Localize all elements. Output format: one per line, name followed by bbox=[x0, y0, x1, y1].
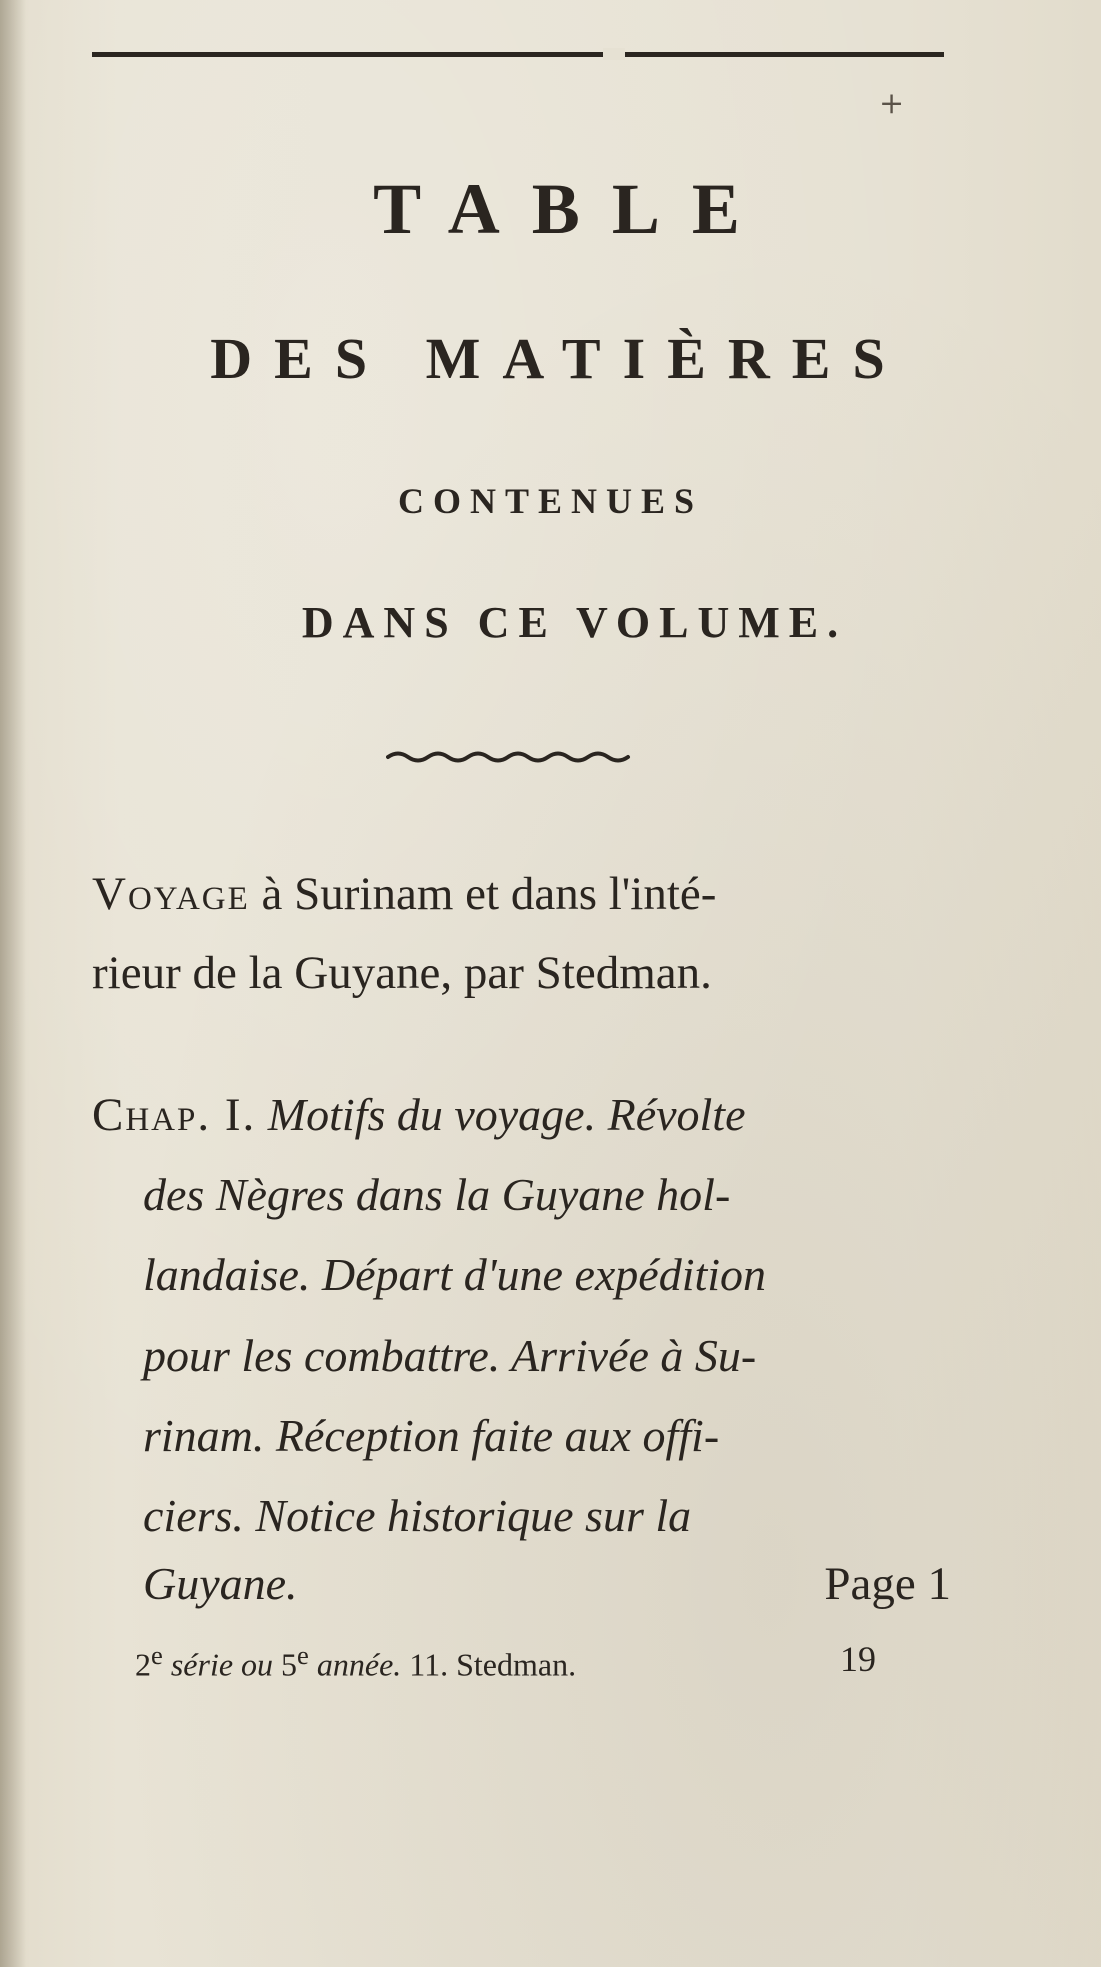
chapter-1-line-5: rinam. Réception faite aux offi- bbox=[143, 1410, 720, 1461]
entry-voyage-line-1 bbox=[92, 867, 716, 921]
entry-voyage-lead: Voyage bbox=[92, 868, 250, 920]
title-contenues: CONTENUES bbox=[397, 481, 704, 521]
sig-sup-2: e bbox=[297, 1640, 309, 1670]
chapter-1-label: Chap. I. bbox=[92, 1089, 257, 1141]
top-rule-break bbox=[603, 48, 625, 60]
top-rule bbox=[92, 52, 944, 57]
binding-shadow bbox=[0, 0, 26, 1967]
chapter-1-line-4: pour les combattre. Arrivée à Su- bbox=[143, 1330, 757, 1381]
chapter-1-line-7: Guyane. bbox=[143, 1558, 298, 1609]
chapter-1-line-6: ciers. Notice historique sur la bbox=[143, 1490, 692, 1541]
title-des-matieres: DES MATIÈRES bbox=[210, 326, 907, 391]
sig-year: année. bbox=[308, 1646, 402, 1683]
signature-line bbox=[135, 1640, 576, 1684]
sig-series: série ou bbox=[162, 1646, 282, 1683]
sig-num: 5 bbox=[281, 1646, 298, 1683]
entry-voyage-line-2: rieur de la Guyane, par Stedman. bbox=[92, 947, 712, 999]
chapter-1-line-2: des Nègres dans la Guyane hol- bbox=[143, 1169, 731, 1220]
title-dans-ce-volume: DANS CE VOLUME. bbox=[301, 598, 848, 647]
chapter-1-line-3: landaise. Départ d'une expédition bbox=[143, 1249, 767, 1300]
sig-prefix: 2 bbox=[135, 1646, 151, 1683]
corner-mark: + bbox=[879, 86, 905, 121]
signature-number: 19 bbox=[840, 1639, 876, 1679]
entry-voyage-rest: à Surinam et dans l'inté- bbox=[249, 868, 717, 920]
sig-sup-1: e bbox=[151, 1640, 163, 1670]
wavy-ornament bbox=[386, 749, 636, 765]
chapter-1-text-1: Motifs du voyage. Révolte bbox=[256, 1089, 746, 1140]
sig-rest: 11. Stedman. bbox=[401, 1646, 577, 1683]
chapter-1-line-1 bbox=[92, 1088, 746, 1142]
chapter-1-page-ref: Page 1 bbox=[824, 1558, 951, 1610]
title-table: TABLE bbox=[373, 169, 772, 249]
